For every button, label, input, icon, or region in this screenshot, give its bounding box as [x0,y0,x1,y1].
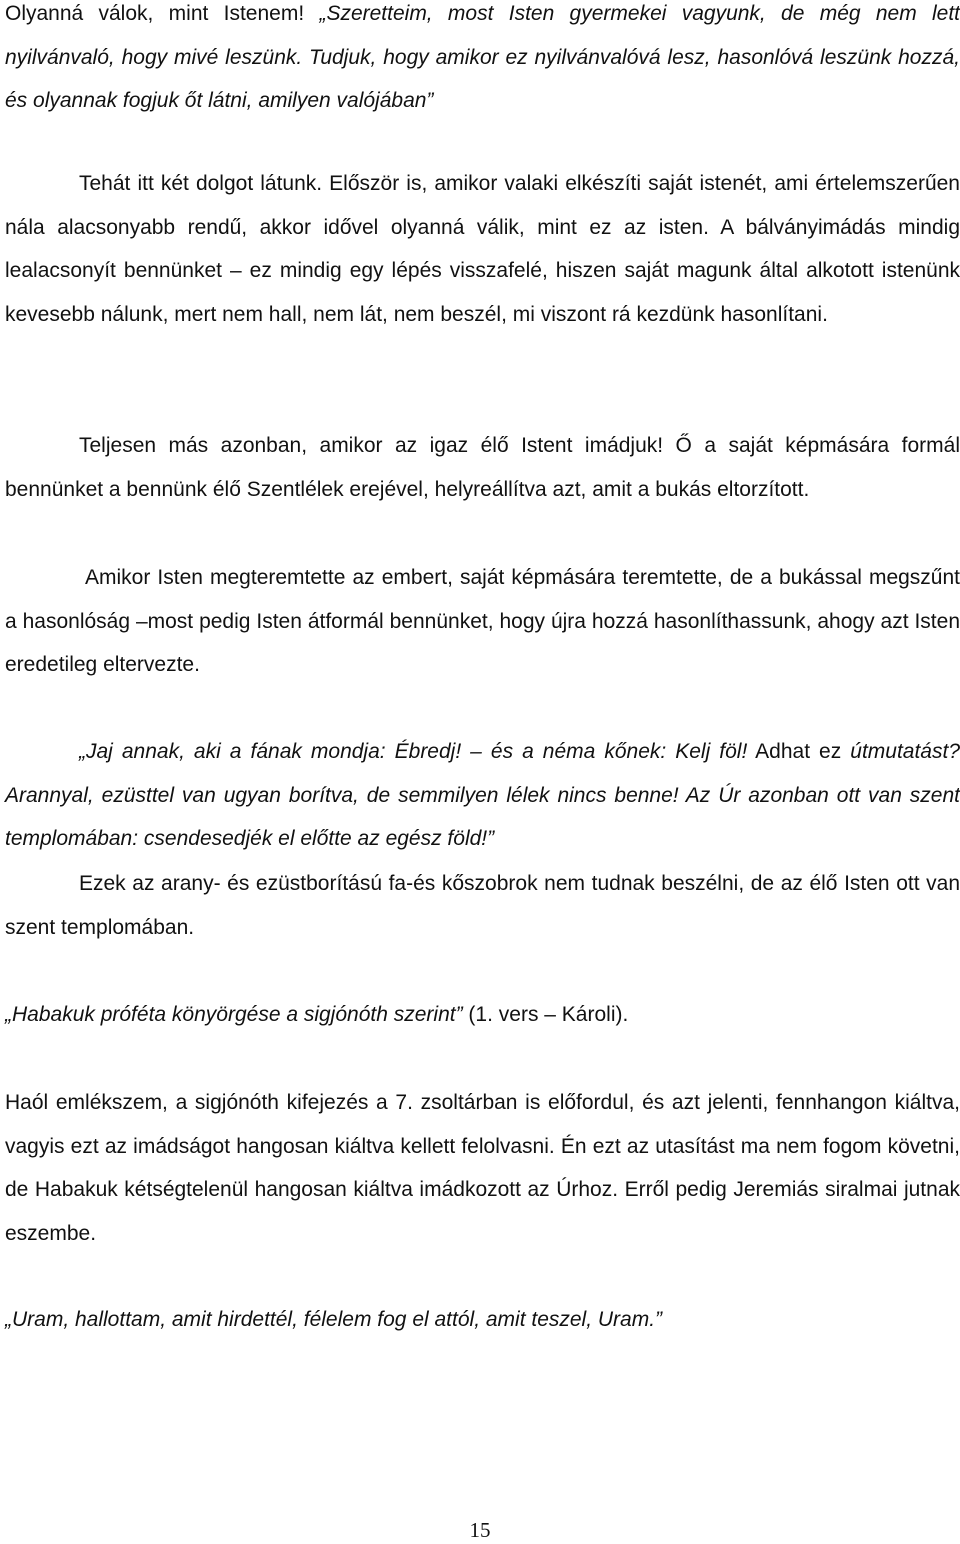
paragraph-3 [5,424,960,511]
paragraph-5-quote-b: útmutatást? Arannyal, ezüsttel van ugyan borítva, de semmilyen lélek nincs benne! Az Úr azonban ott van szent templomában: csendesedjék el előtte az egész föld!” [5,740,960,851]
paragraph-5 [5,730,960,861]
paragraph-5-quote-a: „Jaj annak, aki a fának mondja: Ébredj! – és a néma kőnek: Kelj föl! [79,740,748,763]
paragraph-2 [5,162,960,336]
paragraph-7 [5,993,960,1037]
paragraph-8 [5,1081,960,1255]
paragraph-4 [5,556,960,687]
paragraph-7-text: (1. vers – Károli). [462,1003,629,1026]
paragraph-9 [5,1298,960,1342]
paragraph-6 [5,862,960,949]
paragraph-5-text: Adhat ez [747,740,851,763]
paragraph-1-quote: „Szeretteim, most Isten gyermekei vagyunk, de még nem lett nyilvánvaló, hogy mivé leszünk. Tudjuk, hogy amikor ez nyilvánvalóvá lesz, hasonlóvá leszünk hozzá, és olyannak fogjuk őt látni, amilyen valójában” [5,2,960,113]
paragraph-1-text: Olyanná válok, mint Istenem! [5,2,320,25]
paragraph-9-quote: „Uram, hallottam, amit hirdettél, félelem fog el attól, amit teszel, Uram.” [5,1308,663,1331]
page-number: 15 [469,1518,491,1542]
paragraph-4-text: Amikor Isten megteremtette az embert, saját képmására teremtette, de a bukással megszűnt a hasonlóság –most pedig Isten átformál bennünket, hogy újra hozzá hasonlíthassunk, ahogy azt Isten eredetileg eltervezte. [5,566,960,677]
paragraph-2-text: Tehát itt két dolgot látunk. Először is, amikor valaki elkészíti saját istenét, ami értelemszerűen nála alacsonyabb rendű, akkor idővel olyanná válik, mint ez az isten. A bálványimádás mindig lealacsonyít bennünket – ez mindig egy lépés visszafelé, hiszen saját magunk által alkotott istenünk kevesebb nálunk, mert nem hall, nem lát, nem beszél, mi viszont rá kezdünk hasonlítani. [5,172,960,326]
paragraph-1 [5,0,960,123]
paragraph-7-quote: „Habakuk próféta könyörgése a sigjónóth szerint” [5,1003,463,1026]
paragraph-8-text: Haól emlékszem, a sigjónóth kifejezés a 7. zsoltárban is előfordul, és azt jelenti, fennhangon kiáltva, vagyis ezt az imádságot hangosan kiáltva kellett felolvasni. Én ezt az utasítást ma nem fogom követni, de Habakuk kétségtelenül hangosan kiáltva imádkozott az Úrhoz. Erről pedig Jeremiás siralmai jutnak eszembe. [5,1091,960,1245]
paragraph-3-text: Teljesen más azonban, amikor az igaz élő Istent imádjuk! Ő a saját képmására formál bennünket a bennünk élő Szentlélek erejével, helyreállítva azt, amit a bukás eltorzított. [5,434,960,501]
paragraph-6-text: Ezek az arany- és ezüstborítású fa-és kőszobrok nem tudnak beszélni, de az élő Isten ott van szent templomában. [5,872,960,939]
